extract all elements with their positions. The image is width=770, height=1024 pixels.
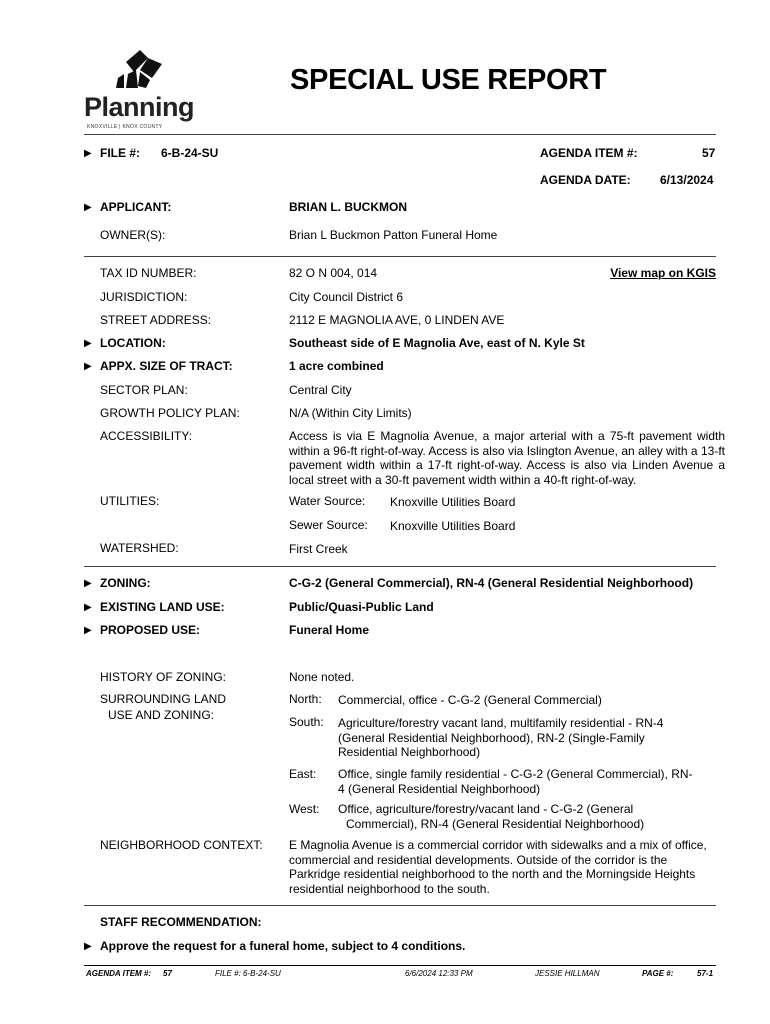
kgis-map-link[interactable]: View map on KGIS [610, 266, 716, 280]
planning-logo-icon [110, 48, 168, 92]
divider [84, 134, 716, 135]
west-value [338, 802, 644, 831]
footer-agenda-item-value: 57 [163, 969, 172, 978]
applicant-value: BRIAN L. BUCKMON [289, 200, 407, 214]
location-value: Southeast side of E Magnolia Ave, east of N. Kyle St [289, 336, 585, 350]
south-value-line: (General Residential Neighborhood), RN-2 (Single-Family [338, 730, 645, 745]
bullet-arrow-icon: ▶ [84, 202, 92, 213]
staff-recommendation-heading: STAFF RECOMMENDATION: [100, 915, 262, 929]
applicant-label: APPLICANT: [100, 200, 172, 214]
watershed-label: WATERSHED: [100, 541, 179, 555]
proposed-use-value: Funeral Home [289, 623, 370, 637]
history-label: HISTORY OF ZONING: [100, 670, 227, 684]
footer-divider [84, 965, 716, 966]
proposed-use-label: PROPOSED USE: [100, 623, 201, 637]
owner-value: Brian L Buckmon Patton Funeral Home [289, 228, 498, 242]
owner-label: OWNER(S): [100, 228, 166, 242]
east-value-line: Office, single family residential - C-G-2 (General Commercial), RN- [338, 767, 693, 781]
bullet-arrow-icon: ▶ [84, 338, 92, 349]
water-source-value: Knoxville Utilities Board [390, 495, 516, 509]
south-label: South: [289, 715, 324, 729]
south-value [338, 716, 663, 760]
file-value: 6-B-24-SU [161, 146, 219, 160]
utilities-label: UTILITIES: [100, 494, 160, 508]
sector-plan-label: SECTOR PLAN: [100, 383, 188, 397]
west-value-line: Commercial), RN-4 (General Residential Neighborhood) [346, 816, 645, 831]
agenda-date-label: AGENDA DATE: [540, 173, 631, 187]
east-value-line: 4 (General Residential Neighborhood) [338, 781, 541, 796]
water-source-label: Water Source: [289, 494, 366, 508]
bullet-arrow-icon: ▶ [84, 148, 92, 159]
planning-logo-tagline: KNOXVILLE | KNOX COUNTY [87, 124, 163, 130]
bullet-arrow-icon: ▶ [84, 578, 92, 589]
file-label: FILE #: [100, 146, 141, 160]
sewer-source-value: Knoxville Utilities Board [390, 519, 516, 533]
tax-id-label: TAX ID NUMBER: [100, 266, 197, 280]
jurisdiction-label: JURISDICTION: [100, 290, 188, 304]
agenda-date-value: 6/13/2024 [660, 173, 714, 187]
page-title: SPECIAL USE REPORT [290, 64, 607, 96]
location-label: LOCATION: [100, 336, 166, 350]
divider [84, 256, 716, 257]
bullet-arrow-icon: ▶ [84, 361, 92, 372]
divider [84, 905, 716, 906]
west-value-line: Office, agriculture/forestry/vacant land - C-G-2 (General [338, 802, 634, 816]
agenda-item-label: AGENDA ITEM #: [540, 146, 638, 160]
footer-timestamp: 6/6/2024 12:33 PM [405, 969, 473, 978]
accessibility-value: Access is via E Magnolia Avenue, a major arterial with a 75-ft pavement width within a 96-ft right-of-way. Access is also via Islington Avenue, an alley with a 13-ft pavement width within a 17-ft right-of-way. Access is also via Linden Avenue a local street with a 30-ft pavement width within a 40-ft right-of-way. [289, 429, 725, 487]
footer-page-value: 57-1 [697, 969, 714, 978]
west-label: West: [289, 802, 320, 816]
north-label: North: [289, 692, 322, 706]
divider [84, 566, 716, 567]
planning-logo [84, 48, 194, 132]
agenda-item-value: 57 [702, 146, 716, 160]
south-value-line: Agriculture/forestry vacant land, multifamily residential - RN-4 [338, 716, 664, 730]
street-address-value: 2112 E MAGNOLIA AVE, 0 LINDEN AVE [289, 313, 505, 327]
north-value: Commercial, office - C-G-2 (General Commercial) [338, 693, 602, 707]
jurisdiction-value: City Council District 6 [289, 290, 404, 304]
surrounding-label: SURROUNDING LAND [100, 692, 227, 706]
bullet-arrow-icon: ▶ [84, 625, 92, 636]
east-label: East: [289, 767, 317, 781]
sector-plan-value: Central City [289, 383, 352, 397]
footer-author: JESSIE HILLMAN [535, 969, 600, 978]
bullet-arrow-icon: ▶ [84, 941, 92, 952]
tract-size-value: 1 acre combined [289, 359, 384, 373]
existing-land-use-label: EXISTING LAND USE: [100, 600, 225, 614]
planning-logo-word: Planning [84, 92, 194, 122]
south-value-line: Residential Neighborhood) [338, 745, 481, 759]
neighborhood-context-value: E Magnolia Avenue is a commercial corridor with sidewalks and a mix of office, commercial and residential developments. Outside of the corridor is the Parkridge residential neighborhood to the north and the Morningside Heights residential neighborhood to the south. [289, 838, 707, 896]
footer-page-label: PAGE #: [642, 969, 674, 978]
surrounding-label-line-2: USE AND ZONING: [108, 708, 215, 722]
zoning-value: C-G-2 (General Commercial), RN-4 (General Residential Neighborhood) [289, 576, 694, 590]
street-address-label: STREET ADDRESS: [100, 313, 212, 327]
staff-recommendation-text: Approve the request for a funeral home, subject to 4 conditions. [100, 939, 466, 953]
existing-land-use-value: Public/Quasi-Public Land [289, 600, 434, 614]
footer-agenda-item-label: AGENDA ITEM #: [86, 969, 152, 978]
zoning-label: ZONING: [100, 576, 151, 590]
tract-size-label: APPX. SIZE OF TRACT: [100, 359, 233, 373]
accessibility-label: ACCESSIBILITY: [100, 429, 193, 443]
history-value: None noted. [289, 670, 355, 684]
sewer-source-label: Sewer Source: [289, 518, 368, 532]
watershed-value: First Creek [289, 542, 348, 556]
growth-policy-value: N/A (Within City Limits) [289, 406, 412, 420]
bullet-arrow-icon: ▶ [84, 602, 92, 613]
footer-file: FILE #: 6-B-24-SU [215, 969, 281, 978]
tax-id-value: 82 O N 004, 014 [289, 266, 378, 280]
east-value [338, 767, 693, 796]
neighborhood-context-label: NEIGHBORHOOD CONTEXT: [100, 838, 263, 852]
growth-policy-label: GROWTH POLICY PLAN: [100, 406, 240, 420]
